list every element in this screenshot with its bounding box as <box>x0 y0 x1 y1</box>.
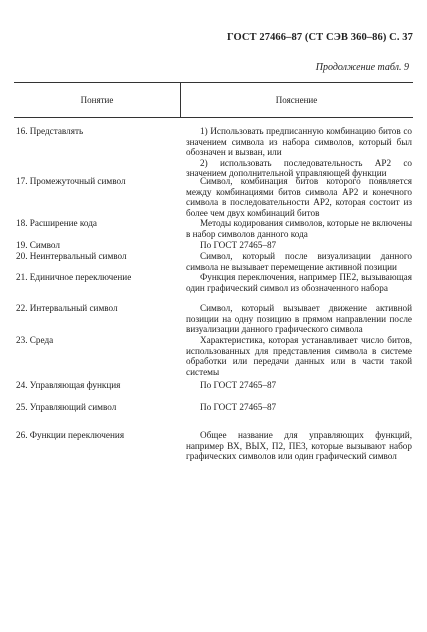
term-22: 22. Интервальный символ <box>16 303 118 313</box>
column-header-explanation: Пояснение <box>275 95 318 105</box>
explanation-17-text: Символ, комбинация битов которого появляется между комбинациями битов символа АР2 и конечного символа в последовательности АР2, которая состоит из более чем двух комбинаций битов <box>186 176 412 218</box>
explanation-16 <box>186 126 412 179</box>
explanation-24 <box>186 380 412 391</box>
explanation-18-text: Методы кодирования символов, которые не включены в набор символов данного кода <box>186 218 412 239</box>
explanation-22-text: Символ, который вызывает движение активной позиции на одну позицию в прямом направлении после визуализации данного графического символа <box>186 303 412 334</box>
term-16: 16. Представлять <box>16 126 84 136</box>
explanation-21-text: Функция переключения, например ПЕ2, вызывающая один графический символ из обозначенного набора <box>186 272 412 293</box>
term-24: 24. Управляющая функция <box>16 380 121 390</box>
table-top-rule <box>14 82 413 83</box>
explanation-24-text: По ГОСТ 27465–87 <box>200 380 277 390</box>
explanation-20-text: Символ, который после визуализации данного символа не вызывает перемещение активной позиции <box>186 251 412 272</box>
page-header: ГОСТ 27466–87 (СТ СЭВ 360–86) С. 37 <box>226 32 413 43</box>
explanation-16-item-1: 1) Использовать предписанную комбинацию битов со значением символа из набора символов, который был обозначен и вызван, или <box>186 126 412 157</box>
table-header-rule <box>14 117 413 118</box>
explanation-21 <box>186 272 412 293</box>
explanation-19 <box>186 240 412 251</box>
explanation-22 <box>186 303 412 335</box>
term-20: 20. Неинтервальный символ <box>16 251 127 261</box>
term-25: 25. Управляющий символ <box>16 402 117 412</box>
term-23: 23. Среда <box>16 335 54 345</box>
term-18: 18. Расширение кода <box>16 218 97 228</box>
term-19: 19. Символ <box>16 240 60 250</box>
explanation-19-text: По ГОСТ 27465–87 <box>200 240 277 250</box>
explanation-23 <box>186 335 412 377</box>
column-header-term: Понятие <box>80 95 114 105</box>
explanation-25 <box>186 402 412 413</box>
explanation-20 <box>186 251 412 272</box>
term-26: 26. Функции переключения <box>16 430 125 440</box>
explanation-23-text: Характеристика, которая устанавливает число битов, использованных для представления символа в системе обработки или передачи данных или в части такой системы <box>186 335 412 377</box>
explanation-26 <box>186 430 412 462</box>
explanation-18 <box>186 218 412 239</box>
explanation-26-text: Общее название для управляющих функций, например ВХ, ВЫХ, П2, ПЕ3, которые вызывают набор графических символов или один графический символ <box>186 430 412 461</box>
table-continuation-label: Продолжение табл. 9 <box>315 62 409 73</box>
explanation-16-item-2: 2) использовать последовательность АР2 со значением дополнительной управляющей функции <box>186 157 412 178</box>
explanation-17 <box>186 176 412 218</box>
term-17: 17. Промежуточный символ <box>16 176 126 186</box>
explanation-25-text: По ГОСТ 27465–87 <box>200 402 277 412</box>
term-21: 21. Единичное переключение <box>16 272 132 282</box>
